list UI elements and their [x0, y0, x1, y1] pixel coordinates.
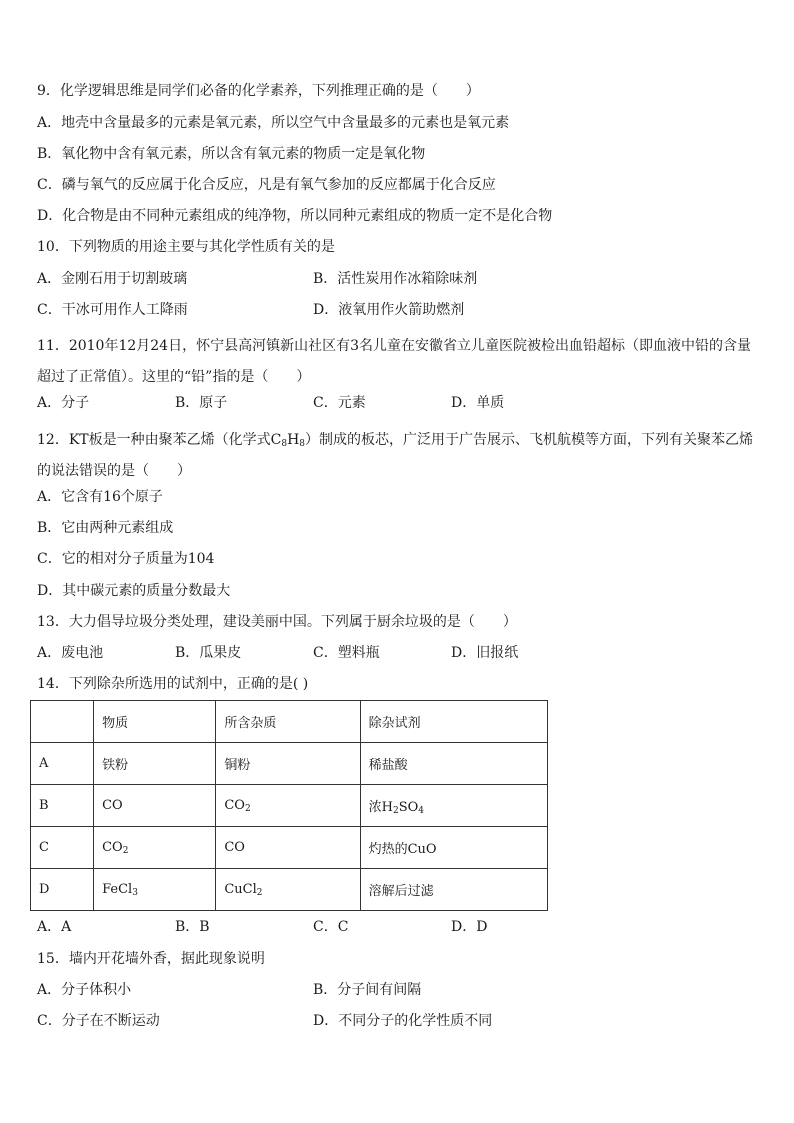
q12-stem	[37, 425, 761, 487]
header-cell-blank	[31, 701, 94, 743]
formula-subscript: 3	[132, 888, 138, 898]
cell-reagent: 稀盐酸	[360, 743, 547, 785]
formula-subscript: 2	[256, 888, 263, 898]
q14-option-b: B．B	[175, 919, 210, 935]
q14-stem: 14．下列除杂所选用的试剂中，正确的是( )	[37, 676, 309, 692]
q15-option-c: C．分子在不断运动	[37, 1013, 160, 1029]
q11-option-a: A．分子	[37, 395, 90, 411]
cell-substance	[94, 827, 216, 869]
q10-option-d: D．液氧用作火箭助燃剂	[313, 302, 465, 318]
cell-substance	[94, 869, 216, 911]
q14-option-c: C．C	[313, 919, 349, 935]
cell-substance: 铁粉	[94, 743, 216, 785]
table-row	[31, 743, 548, 785]
row-label: A	[31, 743, 94, 785]
cell-impurity	[216, 785, 360, 827]
row-label: B	[31, 785, 94, 827]
table-row	[31, 827, 548, 869]
table-row	[31, 869, 548, 911]
q11-option-b: B．原子	[175, 395, 228, 411]
q15-option-a: A．分子体积小	[37, 982, 132, 998]
formula-base: 浓H	[368, 800, 393, 815]
q10-option-c: C．干冰可用作人工降雨	[37, 302, 188, 318]
q10-option-a: A．金刚石用于切割玻璃	[37, 271, 188, 287]
formula-base: CO	[224, 798, 245, 813]
formula-base: FeCl	[102, 882, 133, 897]
q14-option-d: D．D	[451, 919, 488, 935]
q12-stem-pre: 12．KT板是一种由聚苯乙烯（化学式C	[37, 432, 282, 448]
cell-impurity: CO	[216, 827, 360, 869]
cell-substance: CO	[94, 785, 216, 827]
table-row	[31, 785, 548, 827]
row-label: C	[31, 827, 94, 869]
row-label: D	[31, 869, 94, 911]
table-header-row	[31, 701, 548, 743]
q9-option-a: A．地壳中含量最多的元素是氧元素，所以空气中含量最多的元素也是氧元素	[37, 115, 510, 131]
q12-option-c: C．它的相对分子质量为104	[37, 551, 215, 567]
q11-option-d: D．单质	[451, 395, 505, 411]
cell-reagent: 灼热的CuO	[360, 827, 547, 869]
header-cell-reagent: 除杂试剂	[360, 701, 547, 743]
q12-sub-c: 8	[281, 439, 288, 449]
q9-stem: 9．化学逻辑思维是同学们必备的化学素养，下列推理正确的是（ ）	[37, 83, 480, 99]
q12-stem-post: ）制成的板芯，广泛用于广告展示、飞机航模等方面，下列有关聚苯乙烯的说法错误的是（ ）	[37, 432, 754, 479]
q9-option-b: B．氧化物中含有氧元素，所以含有氧元素的物质一定是氧化物	[37, 146, 426, 162]
q15-option-d: D．不同分子的化学性质不同	[313, 1013, 493, 1029]
q14-option-a: A．A	[37, 919, 72, 935]
cell-impurity: 铜粉	[216, 743, 360, 785]
q13-option-d: D．旧报纸	[451, 645, 519, 661]
header-cell-substance: 物质	[94, 701, 216, 743]
q15-option-b: B．分子间有间隔	[313, 982, 422, 998]
q10-option-b: B．活性炭用作冰箱除味剂	[313, 271, 478, 287]
q9-option-d: D．化合物是由不同种元素组成的纯净物，所以同种元素组成的物质一定不是化合物	[37, 208, 553, 224]
formula-mid: SO	[398, 800, 419, 815]
formula-subscript: 2	[244, 804, 251, 814]
q14-table	[30, 700, 548, 911]
q12-option-a: A．它含有16个原子	[37, 489, 163, 505]
q13-option-a: A．废电池	[37, 645, 104, 661]
formula-subscript: 2	[122, 846, 129, 856]
q12-stem-h: H	[287, 432, 300, 448]
formula-base: CuCl	[224, 882, 257, 897]
cell-impurity	[216, 869, 360, 911]
header-cell-impurity: 所含杂质	[216, 701, 360, 743]
q12-option-b: B．它由两种元素组成	[37, 520, 174, 536]
q13-option-b: B．瓜果皮	[175, 645, 242, 661]
formula-base: CO	[102, 840, 123, 855]
formula-subscript: 2	[392, 806, 399, 816]
q13-stem: 13．大力倡导垃圾分类处理，建设美丽中国。下列属于厨余垃圾的是（ ）	[37, 614, 517, 630]
cell-reagent	[360, 785, 547, 827]
q12-sub-h: 8	[299, 439, 306, 449]
q15-stem: 15．墙内开花墙外香，据此现象说明	[37, 951, 265, 967]
formula-subscript: 4	[418, 806, 424, 816]
q9-option-c: C．磷与氧气的反应属于化合反应，凡是有氧气参加的反应都属于化合反应	[37, 177, 496, 193]
q10-stem: 10．下列物质的用途主要与其化学性质有关的是	[37, 239, 335, 255]
q11-option-c: C．元素	[313, 395, 366, 411]
q12-option-d: D．其中碳元素的质量分数最大	[37, 583, 231, 599]
cell-reagent: 溶解后过滤	[360, 869, 547, 911]
q11-stem: 11．2010年12月24日，怀宁县高河镇新山社区有3名儿童在安徽省立儿童医院被检出血铅超标（即血液中铅的含量超过了正常值）。这里的“铅”指的是（ ）	[37, 338, 751, 385]
q13-option-c: C．塑料瓶	[313, 645, 380, 661]
